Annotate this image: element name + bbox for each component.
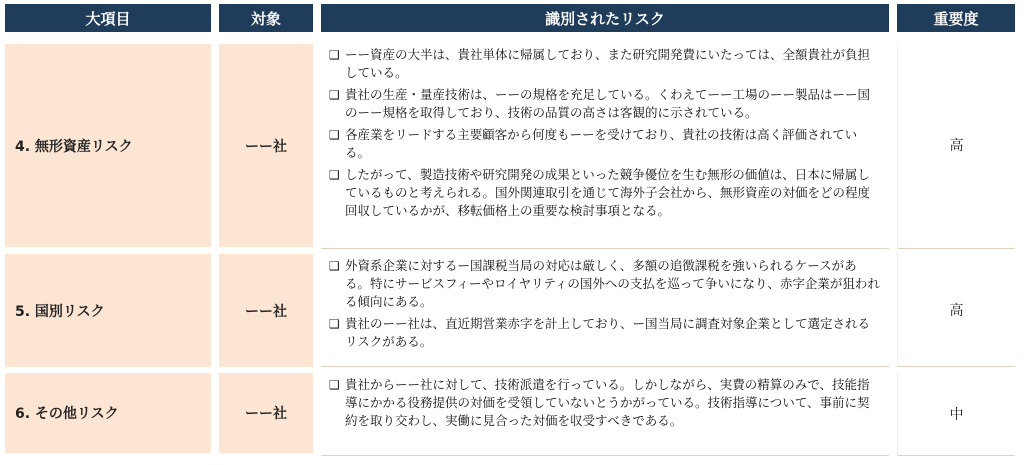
checkbox-bullet-icon: ❑ bbox=[329, 259, 340, 273]
checkbox-bullet-icon: ❑ bbox=[329, 168, 340, 182]
risk-list bbox=[321, 253, 889, 367]
checkbox-bullet-icon: ❑ bbox=[329, 317, 340, 331]
row-category: 5. 国別リスク bbox=[5, 254, 211, 367]
risk-item: ❑ 貴社のーー社は、直近期営業赤字を計上しており、ー国当局に調査対象企業として選定されるリスクがある。 bbox=[329, 316, 871, 349]
header-target: 対象 bbox=[219, 4, 313, 32]
risk-item: ❑ ーー資産の大半は、貴社単体に帰属しており、また研究開発費にいたっては、全額貴社が負担している。 bbox=[329, 47, 871, 80]
risk-list bbox=[321, 42, 889, 249]
risk-item: ❑ 各産業をリードする主要顧客から何度もーーを受けており、貴社の技術は高く評価されている。 bbox=[329, 127, 858, 160]
importance-value: 中 bbox=[897, 372, 1015, 456]
risk-item: ❑ 外資系企業に対するー国課税当局の対応は厳しく、多額の追徴課税を強いられるケースがある。特にサービスフィーやロイヤリティの国外への支払を巡って争いになり、赤字企業が狙われる傾向にある。 bbox=[329, 258, 880, 309]
checkbox-bullet-icon: ❑ bbox=[329, 378, 340, 392]
checkbox-bullet-icon: ❑ bbox=[329, 88, 340, 102]
checkbox-bullet-icon: ❑ bbox=[329, 48, 340, 62]
row-target: ーー社 bbox=[219, 44, 313, 247]
risk-item: ❑ したがって、製造技術や研究開発の成果といった競争優位を生む無形の価値は、日本に帰属しているものと考えられる。国外関連取引を通じて海外子会社から、無形資産の対価をどの程度回収しているかが、移転価格上の重要な検討事項となる。 bbox=[329, 167, 871, 218]
header-risks: 識別されたリスク bbox=[321, 4, 889, 32]
row-category: 4. 無形資産リスク bbox=[5, 44, 211, 247]
checkbox-bullet-icon: ❑ bbox=[329, 128, 340, 142]
importance-value: 高 bbox=[897, 42, 1015, 249]
risk-item: ❑ 貴社の生産・量産技術は、ーーの規格を充足している。くわえてーー工場のーー製品はーー国のーー規格を取得しており、技術の品質の高さは客観的に示されている。 bbox=[329, 87, 871, 120]
header-category: 大項目 bbox=[5, 4, 211, 32]
row-category: 6. その他リスク bbox=[5, 373, 211, 453]
row-target: ーー社 bbox=[219, 373, 313, 453]
importance-value: 高 bbox=[897, 253, 1015, 367]
risk-list bbox=[321, 372, 889, 456]
risk-item: ❑ 貴社からーー社に対して、技術派遣を行っている。しかしながら、実費の精算のみで、技能指導にかかる役務提供の対価を受領していないとうかがっている。技術指導について、事前に契約を取り交わし、実働に見合った対価を収受すべきである。 bbox=[329, 377, 870, 428]
header-importance: 重要度 bbox=[897, 4, 1015, 32]
row-target: ーー社 bbox=[219, 254, 313, 367]
